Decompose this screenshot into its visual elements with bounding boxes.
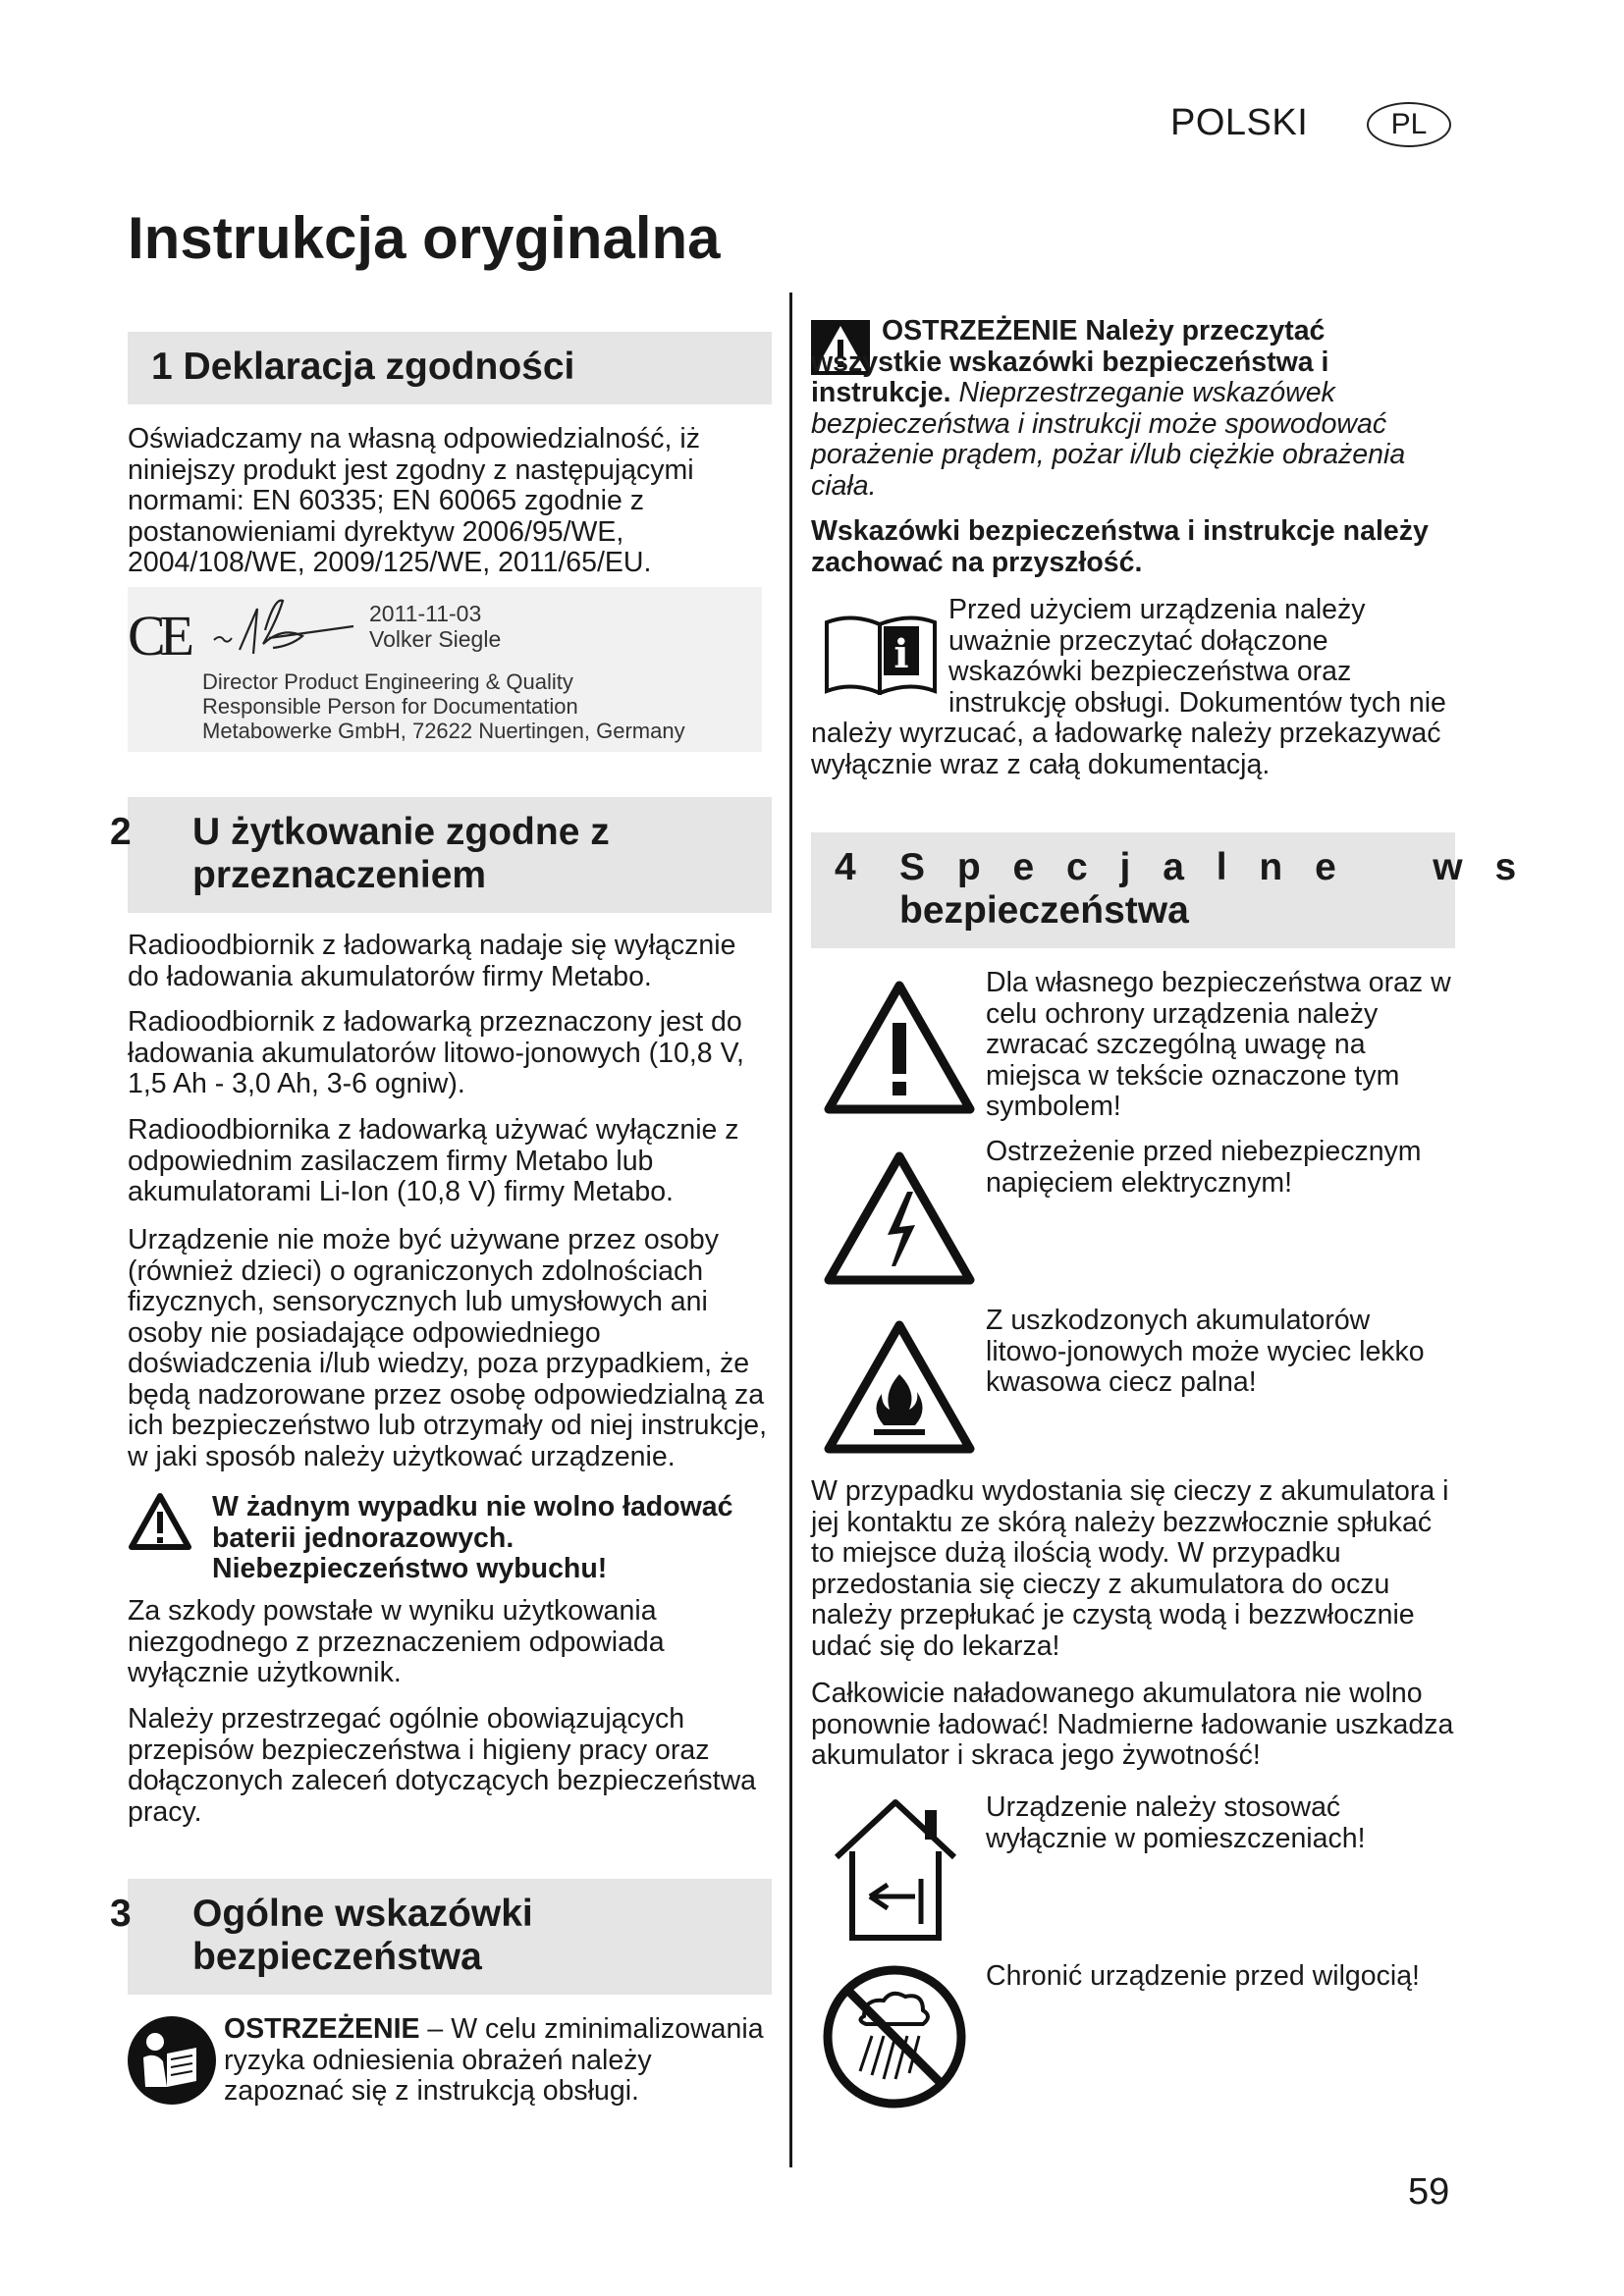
signature-block bbox=[128, 587, 762, 752]
signatory-role-2: Responsible Person for Documentation bbox=[202, 694, 578, 719]
section-4-heading bbox=[811, 832, 1517, 948]
section-4-title-line1: S p e c j a l n e w s bbox=[899, 846, 1517, 888]
protect-from-moisture-icon bbox=[821, 1963, 968, 2110]
section-3-title-line2: bezpieczeństwa bbox=[192, 1936, 482, 1978]
flammable-icon bbox=[823, 1319, 976, 1455]
flammable-text: Z uszkodzonych akumulatorów litowo-jonowych może wyciec lekko kwasowa ciecz palna! bbox=[986, 1305, 1425, 1398]
svg-text:i: i bbox=[893, 631, 909, 677]
signatory-company: Metabowerke GmbH, 72622 Nuertingen, Germany bbox=[202, 719, 685, 743]
warning-label: OSTRZEŻENIE bbox=[224, 2013, 420, 2045]
intended-use-paragraph-4: Urządzenie nie może być używane przez osoby (również dzieci) o ograniczonych zdolnościach fizycznych, sensorycznych lub umysłowych ani osoby nie posiadające odpowiedniego doświadczenia i/lub wiedzy, poza przypadkiem, że będą nadzorowane przez osobę odpowiedzialną za ich bezpieczeństwo lub otrzymały od niej instrukcje, w jaki sposób należy użytkować urządzenie. bbox=[128, 1224, 768, 1472]
signatory-name: Volker Siegle bbox=[369, 626, 502, 652]
signatory-role-1: Director Product Engineering & Quality bbox=[202, 669, 573, 694]
section-4-title-line2: bezpieczeństwa bbox=[899, 889, 1189, 932]
specific-safety-paragraph-1: W przypadku wydostania się cieczy z akumulatora i jej kontaktu ze skórą należy bezzwłocznie spłukać to miejsce dużą ilością wody. W przypadku przedostania się cieczy z akumulatora do oczu należy przepłukać je czystą wodą i bezzwłocznie udać się do lekarza! bbox=[811, 1475, 1449, 1662]
read-manual-icon bbox=[126, 2014, 218, 2107]
read-manual-warning bbox=[224, 2014, 772, 2108]
section-4-number: 4 bbox=[835, 846, 856, 888]
keep-instructions-text: Wskazówki bezpieczeństwa i instrukcje należy zachować na przyszłość. bbox=[811, 515, 1429, 578]
declaration-text: Oświadczamy na własną odpowiedzialność, iż niniejszy produkt jest zgodny z następującymi normami: EN 60335; EN 60065 zgodnie z postanowieniami dyrektyw 2006/95/WE, 2004/108/WE, 2009/125/WE, 2011/65/EU. bbox=[128, 423, 700, 578]
warning-triangle-icon bbox=[128, 1492, 192, 1551]
handwritten-signature-icon bbox=[206, 591, 373, 669]
language-label: POLSKI bbox=[1170, 102, 1309, 143]
caution-symbol-icon bbox=[823, 980, 976, 1115]
intended-use-paragraph-6: Należy przestrzegać ogólnie obowiązujących przepisów bezpieczeństwa i higieny pracy oraz dołączonych zaleceń dotyczących bezpieczeństwa pracy. bbox=[128, 1703, 757, 1828]
section-2-heading bbox=[110, 797, 772, 913]
general-safety-warning bbox=[811, 316, 1459, 502]
column-divider bbox=[789, 293, 792, 2167]
section-1-title: Deklaracja zgodności bbox=[183, 346, 575, 388]
indoor-use-text: Urządzenie należy stosować wyłącznie w pomieszczeniach! bbox=[986, 1791, 1366, 1854]
intended-use-paragraph-3: Radioodbiornika z ładowarką używać wyłącznie z odpowiednim zasilaczem firmy Metabo lub akumulatorami Li-Ion (10,8 V) firmy Metabo. bbox=[128, 1114, 739, 1207]
signatory-roles bbox=[202, 669, 685, 743]
section-2-title-line2: przeznaczeniem bbox=[192, 854, 487, 896]
language-code-badge: PL bbox=[1367, 102, 1451, 147]
intended-use-paragraph-1: Radioodbiornik z ładowarką nadaje się wyłącznie do ładowania akumulatorów firmy Metabo. bbox=[128, 930, 736, 992]
warning-body: – W celu zminimalizowania ryzyka odniesienia obrażeń należy zapoznać się z instrukcją obsługi. bbox=[224, 2013, 764, 2107]
signature-date: 2011-11-03 bbox=[369, 601, 482, 626]
section-1-number: 1 bbox=[151, 346, 173, 388]
section-1-heading bbox=[128, 332, 772, 404]
high-voltage-icon bbox=[823, 1150, 976, 1286]
section-2-number: 2 bbox=[110, 811, 132, 853]
page-number: 59 bbox=[1408, 2171, 1450, 2213]
section-2-title-line1: U żytkowanie zgodne z bbox=[192, 811, 610, 853]
battery-warning-text: W żadnym wypadku nie wolno ładować baterii jednorazowych. Niebezpieczeństwo wybuchu! bbox=[212, 1491, 733, 1584]
section-3-number: 3 bbox=[110, 1893, 132, 1935]
general-warning-bold: OSTRZEŻENIE Należy przeczytać wszystkie wskazówki bezpieczeństwa i instrukcje. bbox=[811, 315, 1329, 408]
intended-use-paragraph-5: Za szkody powstałe w wyniku użytkowania niezgodnego z przeznaczeniem odpowiada wyłącznie użytkownik. bbox=[128, 1595, 665, 1688]
high-voltage-text: Ostrzeżenie przed niebezpiecznym napięciem elektrycznym! bbox=[986, 1136, 1422, 1199]
manual-keep-text bbox=[811, 595, 1459, 780]
ce-mark: CE bbox=[128, 604, 189, 667]
caution-symbol-text: Dla własnego bezpieczeństwa oraz w celu ochrony urządzenia należy zwracać szczególną uwagę na miejsca w tekście oznaczone tym symbolem! bbox=[986, 967, 1451, 1122]
section-3-heading bbox=[110, 1879, 772, 1995]
document-title: Instrukcja oryginalna bbox=[128, 205, 721, 271]
general-warning-italic: Nieprzestrzeganie wskazówek bezpieczeństwa i instrukcji może spowodować porażenie prądem, pożar i/lub ciężkie obrażenia ciała. bbox=[811, 377, 1406, 502]
intended-use-paragraph-2: Radioodbiornik z ładowarką przeznaczony jest do ładowania akumulatorów litowo-jonowych (10,8 V, 1,5 Ah - 3,0 Ah, 3-6 ogniw). bbox=[128, 1006, 744, 1099]
moisture-protection-text: Chronić urządzenie przed wilgocią! bbox=[986, 1960, 1420, 1992]
specific-safety-paragraph-2: Całkowicie naładowanego akumulatora nie wolno ponownie ładować! Nadmierne ładowanie uszkadza akumulator i skraca jego żywotność! bbox=[811, 1678, 1454, 1771]
indoor-use-icon bbox=[831, 1796, 960, 1944]
section-3-title-line1: Ogólne wskazówki bbox=[192, 1893, 533, 1935]
manual-keep-body: Przed użyciem urządzenia należy uważnie przeczytać dołączone wskazówki bezpieczeństwa oraz instrukcję obsługi. Dokumentów tych nie należy wyrzucać, a ładowarkę należy przekazywać wyłącznie wraz z całą dokumentacją. bbox=[811, 594, 1446, 780]
